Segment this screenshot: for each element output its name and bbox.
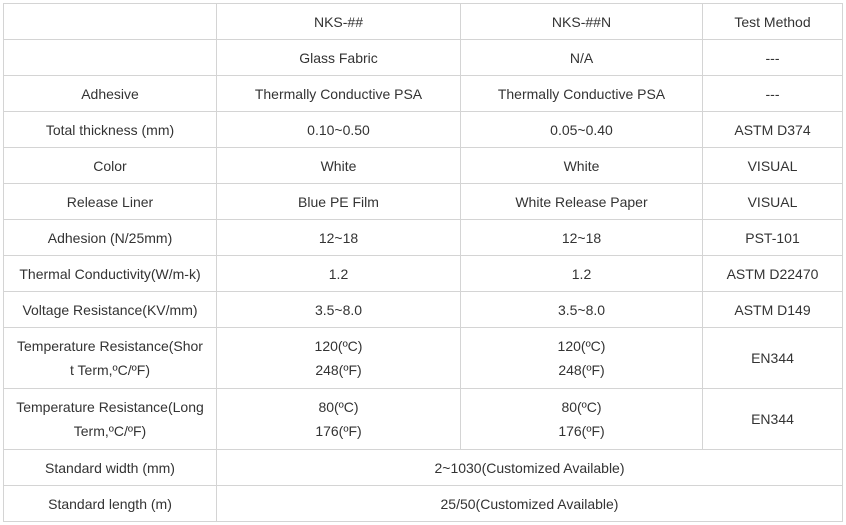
- value-nks-n: White Release Paper: [461, 184, 703, 220]
- test-method: ASTM D22470: [703, 256, 843, 292]
- spec-table: [3, 3, 843, 522]
- table-row-voltage-resistance: [4, 292, 843, 328]
- value-fahrenheit: 248(ºF): [315, 362, 362, 378]
- row-label: Standard length (m): [4, 486, 217, 522]
- value-nks-n: [461, 389, 703, 450]
- table-row-thermal-conductivity: [4, 256, 843, 292]
- value-fahrenheit: 176(ºF): [558, 423, 605, 439]
- test-method: VISUAL: [703, 184, 843, 220]
- table-header-row: [4, 4, 843, 40]
- value-nks: Glass Fabric: [217, 40, 461, 76]
- value-nks-n: 12~18: [461, 220, 703, 256]
- value-fahrenheit: 176(ºF): [315, 423, 362, 439]
- value-nks: [217, 328, 461, 389]
- value-nks: White: [217, 148, 461, 184]
- value-nks-n: N/A: [461, 40, 703, 76]
- row-label: [4, 328, 217, 389]
- value-celsius: 120(ºC): [314, 338, 363, 354]
- value-nks-n: 3.5~8.0: [461, 292, 703, 328]
- value-nks: 3.5~8.0: [217, 292, 461, 328]
- value-nks: [217, 389, 461, 450]
- test-method: PST-101: [703, 220, 843, 256]
- table-row-standard-width: [4, 450, 843, 486]
- value-nks: 0.10~0.50: [217, 112, 461, 148]
- row-label: Voltage Resistance(KV/mm): [4, 292, 217, 328]
- value-nks-n: 0.05~0.40: [461, 112, 703, 148]
- row-label-line: Temperature Resistance(Shor: [17, 338, 203, 354]
- test-method: ---: [703, 76, 843, 112]
- value-nks-n: 1.2: [461, 256, 703, 292]
- table-row-release-liner: [4, 184, 843, 220]
- test-method: EN344: [703, 389, 843, 450]
- table-row-color: [4, 148, 843, 184]
- row-label: [4, 40, 217, 76]
- table-row-total-thickness: [4, 112, 843, 148]
- header-cell-test-method: Test Method: [703, 4, 843, 40]
- row-label: Total thickness (mm): [4, 112, 217, 148]
- header-cell-nks-n: NKS-##N: [461, 4, 703, 40]
- row-label: Adhesive: [4, 76, 217, 112]
- table-row-adhesive: [4, 76, 843, 112]
- value-nks: 12~18: [217, 220, 461, 256]
- row-label-line: Temperature Resistance(Long: [16, 399, 204, 415]
- row-label: Standard width (mm): [4, 450, 217, 486]
- row-label-line: Term,ºC/ºF): [73, 423, 147, 439]
- value-nks: Blue PE Film: [217, 184, 461, 220]
- merged-value: 2~1030(Customized Available): [217, 450, 843, 486]
- header-cell-nks: NKS-##: [217, 4, 461, 40]
- row-label: Release Liner: [4, 184, 217, 220]
- test-method: EN344: [703, 328, 843, 389]
- value-celsius: 80(ºC): [318, 399, 359, 415]
- test-method: ---: [703, 40, 843, 76]
- value-celsius: 80(ºC): [561, 399, 602, 415]
- value-nks-n: Thermally Conductive PSA: [461, 76, 703, 112]
- row-label: [4, 389, 217, 450]
- value-fahrenheit: 248(ºF): [558, 362, 605, 378]
- table-row-temperature-short: [4, 328, 843, 389]
- table-row-adhesion: [4, 220, 843, 256]
- table-row-standard-length: [4, 486, 843, 522]
- table-row-carrier: [4, 40, 843, 76]
- test-method: VISUAL: [703, 148, 843, 184]
- value-nks-n: [461, 328, 703, 389]
- merged-value: 25/50(Customized Available): [217, 486, 843, 522]
- row-label: Thermal Conductivity(W/m-k): [4, 256, 217, 292]
- value-nks: 1.2: [217, 256, 461, 292]
- test-method: ASTM D374: [703, 112, 843, 148]
- row-label: Color: [4, 148, 217, 184]
- row-label: Adhesion (N/25mm): [4, 220, 217, 256]
- row-label-line: t Term,ºC/ºF): [70, 362, 150, 378]
- value-nks-n: White: [461, 148, 703, 184]
- value-celsius: 120(ºC): [557, 338, 606, 354]
- test-method: ASTM D149: [703, 292, 843, 328]
- table-row-temperature-long: [4, 389, 843, 450]
- header-cell-blank: [4, 4, 217, 40]
- value-nks: Thermally Conductive PSA: [217, 76, 461, 112]
